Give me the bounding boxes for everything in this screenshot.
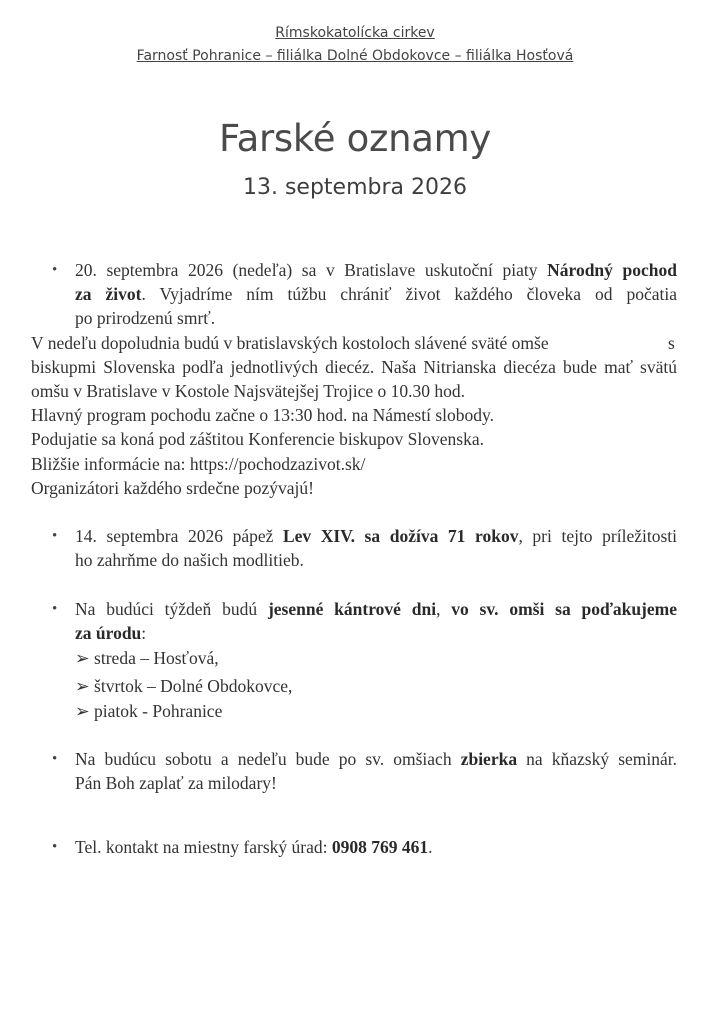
item1-line1: 20. septembra 2026 (nedeľa) sa v Bratislave uskutoční piaty Národný pochod bbox=[75, 260, 677, 280]
bullet-icon: • bbox=[52, 751, 58, 767]
item2-line2: ho zahrňme do našich modlitieb. bbox=[75, 550, 304, 570]
arrow-icon: ➢ bbox=[75, 676, 90, 696]
item3-line2: za úrodu: bbox=[75, 623, 147, 643]
phone-number: 0908 769 461 bbox=[331, 837, 429, 857]
item3-line1: Na budúci týždeň budú jesenné kántrové dni, vo sv. omši sa poďakujeme bbox=[75, 599, 677, 619]
bullet-icon: • bbox=[52, 839, 58, 855]
day-list-item: ➢ štvrtok – Dolné Obdokovce, bbox=[75, 676, 293, 696]
parish-name: Farnosť Pohranice – filiálka Dolné Obdokovce – filiálka Hosťová bbox=[136, 48, 574, 64]
item1-para-line4: Hlavný program pochodu začne o 13:30 hod. na Námestí slobody. bbox=[31, 405, 494, 425]
arrow-icon: ➢ bbox=[75, 701, 90, 721]
item1-line2: za život. Vyjadríme ním túžbu chrániť život každého človeka od počatia bbox=[75, 284, 677, 304]
item1-para-line6: Bližšie informácie na: https://pochodzazivot.sk/ bbox=[31, 454, 366, 474]
item4-line1: Na budúcu sobotu a nedeľu bude po sv. omšiach zbierka na kňazský seminár. bbox=[75, 749, 678, 769]
item5-line1: Tel. kontakt na miestny farský úrad: 0908 769 461. bbox=[75, 837, 433, 857]
day-list-item: ➢ piatok - Pohranice bbox=[75, 701, 223, 721]
item1-para-line2: biskupmi Slovenska podľa jednotlivých diecéz. Naša Nitrianska diecéza bude mať svätú bbox=[31, 357, 677, 377]
item4-line2: Pán Boh zaplať za milodary! bbox=[75, 773, 277, 793]
page-title: Farské oznamy bbox=[219, 117, 491, 160]
parish-church-name: Rímskokatolícka cirkev bbox=[275, 25, 435, 41]
bullet-icon: • bbox=[52, 262, 58, 278]
day-list-item: ➢ streda – Hosťová, bbox=[75, 648, 219, 668]
item1-para-line3: omšu v Bratislave v Kostole Najsvätejšej Trojice o 10.30 hod. bbox=[31, 381, 466, 401]
item2-line1: 14. septembra 2026 pápež Lev XIV. sa dožíva 71 rokov, pri tejto príležitosti bbox=[75, 526, 677, 546]
page-date: 13. septembra 2026 bbox=[242, 175, 467, 200]
bullet-icon: • bbox=[52, 528, 58, 544]
item1-para-line1: V nedeľu dopoludnia budú v bratislavských kostoloch slávené sväté omše bbox=[31, 333, 549, 353]
item1-para-line5: Podujatie sa koná pod záštitou Konferencie biskupov Slovenska. bbox=[31, 429, 484, 449]
bullet-icon: • bbox=[52, 601, 58, 617]
item1-para-line1-end: s bbox=[668, 333, 675, 353]
item1-line3: po prirodzenú smrť. bbox=[75, 308, 216, 328]
arrow-icon: ➢ bbox=[75, 648, 90, 668]
item1-para-line7: Organizátori každého srdečne pozývajú! bbox=[31, 478, 314, 498]
